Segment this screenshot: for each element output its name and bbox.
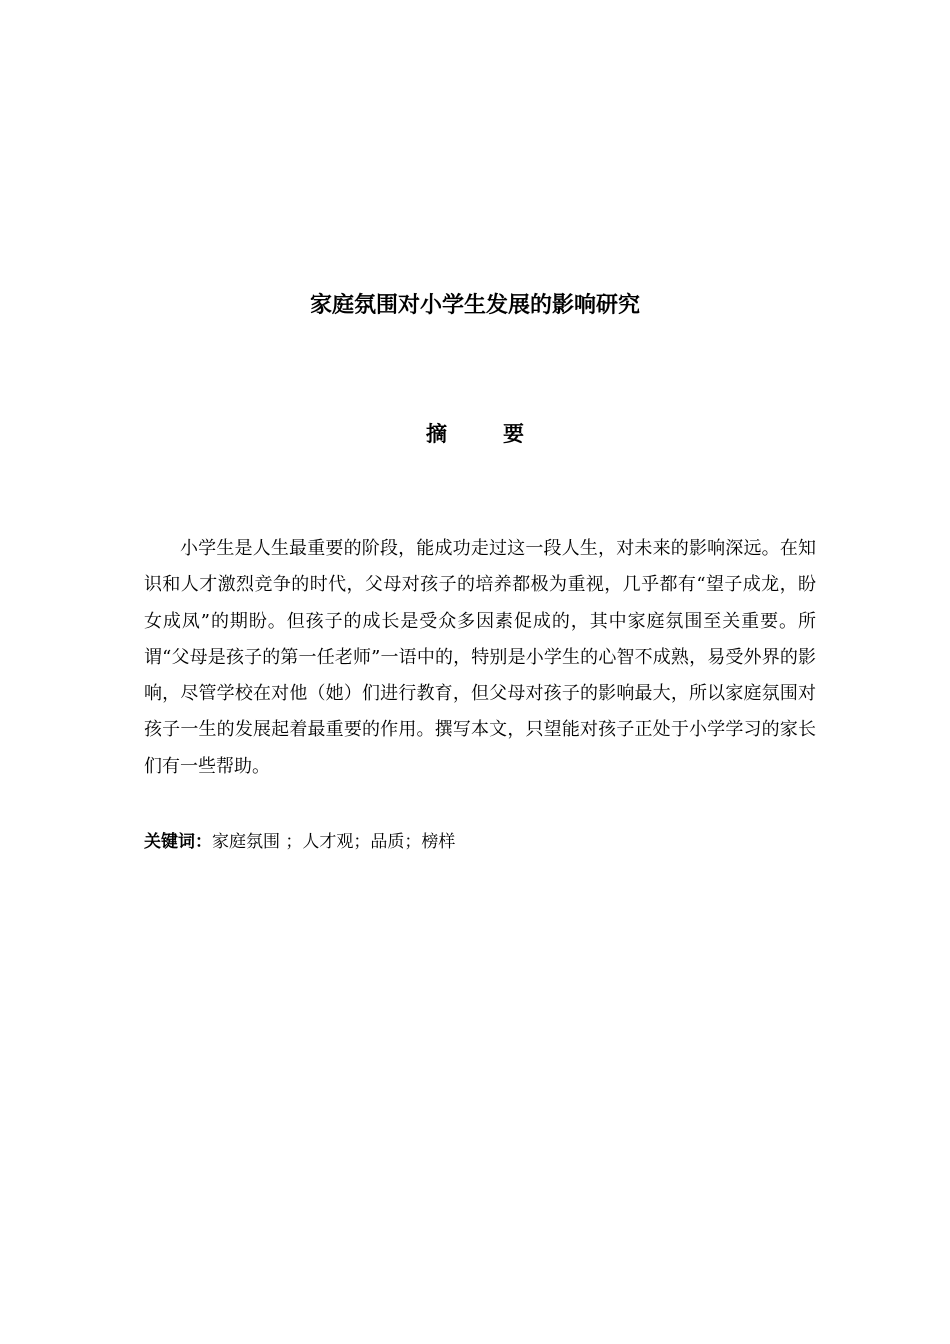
abstract-heading-second-char: 要 bbox=[503, 421, 524, 446]
keywords-values: 家庭氛围 ；人才观；品质；榜样 bbox=[212, 832, 456, 852]
document-title: 家庭氛围对小学生发展的影响研究 bbox=[309, 293, 640, 318]
keywords-label: 关键词： bbox=[144, 832, 212, 852]
keywords-line bbox=[144, 826, 816, 858]
abstract-paragraph: 小学生是人生最重要的阶段，能成功走过这一段人生，对未来的影响深远。在知识和人才激烈竞争的时代，父母对孩子的培养都极为重视，几乎都有“望子成龙，盼女成凤”的期盼。但孩子的成长是受众多因素促成的，其中家庭氛围至关重要。所谓“父母是孩子的第一任老师”一语中的，特别是小学生的心智不成熟，易受外界的影响，尽管学校在对他（她）们进行教育，但父母对孩子的影响最大，所以家庭氛围对孩子一生的发展起着最重要的作用。撰写本文，只望能对孩子正处于小学学习的家长们有一些帮助。 bbox=[144, 538, 816, 777]
abstract-heading bbox=[0, 418, 950, 450]
abstract-heading-first-char: 摘 bbox=[426, 421, 447, 446]
